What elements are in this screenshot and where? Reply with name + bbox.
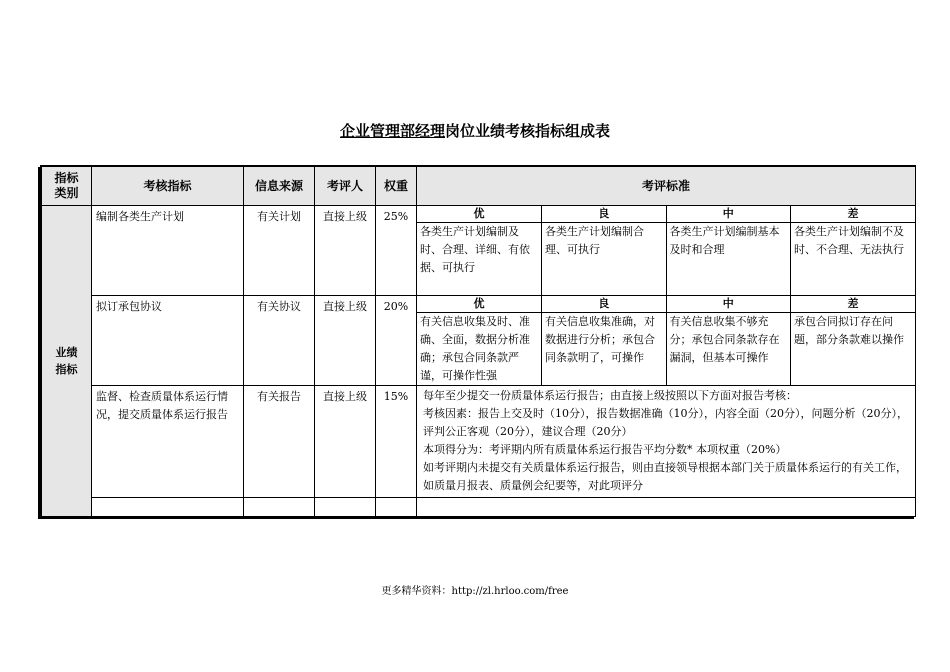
evaluator-cell: 直接上级 [315, 386, 376, 498]
grade-text-average: 各类生产计划编制基本及时和合理 [666, 223, 791, 295]
category-cell: 业绩 指标 [42, 206, 92, 517]
standard-cell [417, 386, 916, 498]
source-cell: 有关计划 [244, 206, 315, 296]
standard-line: 考核因素：报告上交及时（10分），报告数据准确（10分），内容全面（20分），问题分析（20分），评判公正客观（20分），建议合理（20分） [423, 407, 908, 438]
grade-text-poor: 承包合同拟订存在问题，部分条款难以操作 [794, 315, 904, 346]
empty-cell [244, 498, 315, 517]
standard-text [417, 386, 915, 496]
standard-line: 如考评期内未提交有关质量体系运行报告，则由直接领导根据本部门关于质量体系运行的有关工作，如质量月报表、质量例会纪要等，对此项评分 [423, 461, 907, 492]
standard-cell [417, 206, 916, 296]
empty-cell [417, 498, 916, 517]
grade-text-average: 有关信息收集不够充分；承包合同条款存在漏洞，但基本可操作 [666, 313, 791, 386]
grade-label-excellent: 优 [417, 206, 542, 223]
weight-cell: 15% [376, 386, 417, 498]
grade-text-good: 有关信息收集准确，对数据进行分析；承包合同条款明了，可操作 [542, 313, 667, 386]
header-category: 指标 类别 [42, 167, 92, 206]
source-cell: 有关报告 [244, 386, 315, 498]
header-row [42, 167, 916, 206]
grade-table [417, 206, 915, 295]
grade-label-average: 中 [666, 296, 791, 313]
table-row-empty [42, 498, 916, 517]
header-standard: 考评标准 [417, 167, 916, 206]
grade-label-good: 良 [542, 206, 667, 223]
header-source: 信息来源 [244, 167, 315, 206]
grade-table [417, 296, 915, 385]
header-weight: 权重 [376, 167, 417, 206]
grade-text-good: 各类生产计划编制合理、可执行 [542, 223, 667, 295]
grade-text-excellent: 各类生产计划编制及时、合理、详细、有依据、可执行 [417, 223, 542, 295]
empty-cell [315, 498, 376, 517]
grade-text-excellent: 有关信息收集及时、准确、全面，数据分析准确；承包合同条款严谨，可操作性强 [417, 313, 542, 386]
grade-label-excellent: 优 [417, 296, 542, 313]
grade-label-average: 中 [666, 206, 791, 223]
standard-cell [417, 296, 916, 386]
source-cell: 有关协议 [244, 296, 315, 386]
header-indicator: 考核指标 [92, 167, 244, 206]
standard-line: 每年至少提交一份质量体系运行报告；由直接上级按照以下方面对报告考核： [423, 389, 797, 402]
grade-text-poor: 各类生产计划编制不及时、不合理、无法执行 [794, 225, 904, 256]
empty-cell [376, 498, 417, 517]
page-title [0, 120, 950, 141]
table-row [42, 296, 916, 386]
footer-link-text: 更多精华资料：http://zl.hrloo.com/free [381, 586, 569, 597]
evaluator-cell: 直接上级 [315, 296, 376, 386]
standard-line: 本项得分为：考评期内所有质量体系运行报告平均分数* 本项权重（20%） [423, 443, 787, 456]
weight-cell: 25% [376, 206, 417, 296]
grade-label-poor: 差 [791, 206, 916, 223]
weight-cell: 20% [376, 296, 417, 386]
grade-label-poor: 差 [791, 296, 916, 313]
indicator-cell: 拟订承包协议 [92, 296, 244, 386]
grade-label-good: 良 [542, 296, 667, 313]
header-evaluator: 考评人 [315, 167, 376, 206]
evaluator-cell: 直接上级 [315, 206, 376, 296]
indicator-cell: 编制各类生产计划 [92, 206, 244, 296]
table-row [42, 386, 916, 498]
assessment-table [41, 166, 916, 517]
title-underlined: 企业管理部经理 [339, 122, 445, 140]
indicator-cell: 监督、检查质量体系运行情况，提交质量体系运行报告 [92, 386, 244, 498]
table-row [42, 206, 916, 296]
title-rest: 岗位业绩考核指标组成表 [445, 122, 611, 140]
empty-cell [92, 498, 244, 517]
